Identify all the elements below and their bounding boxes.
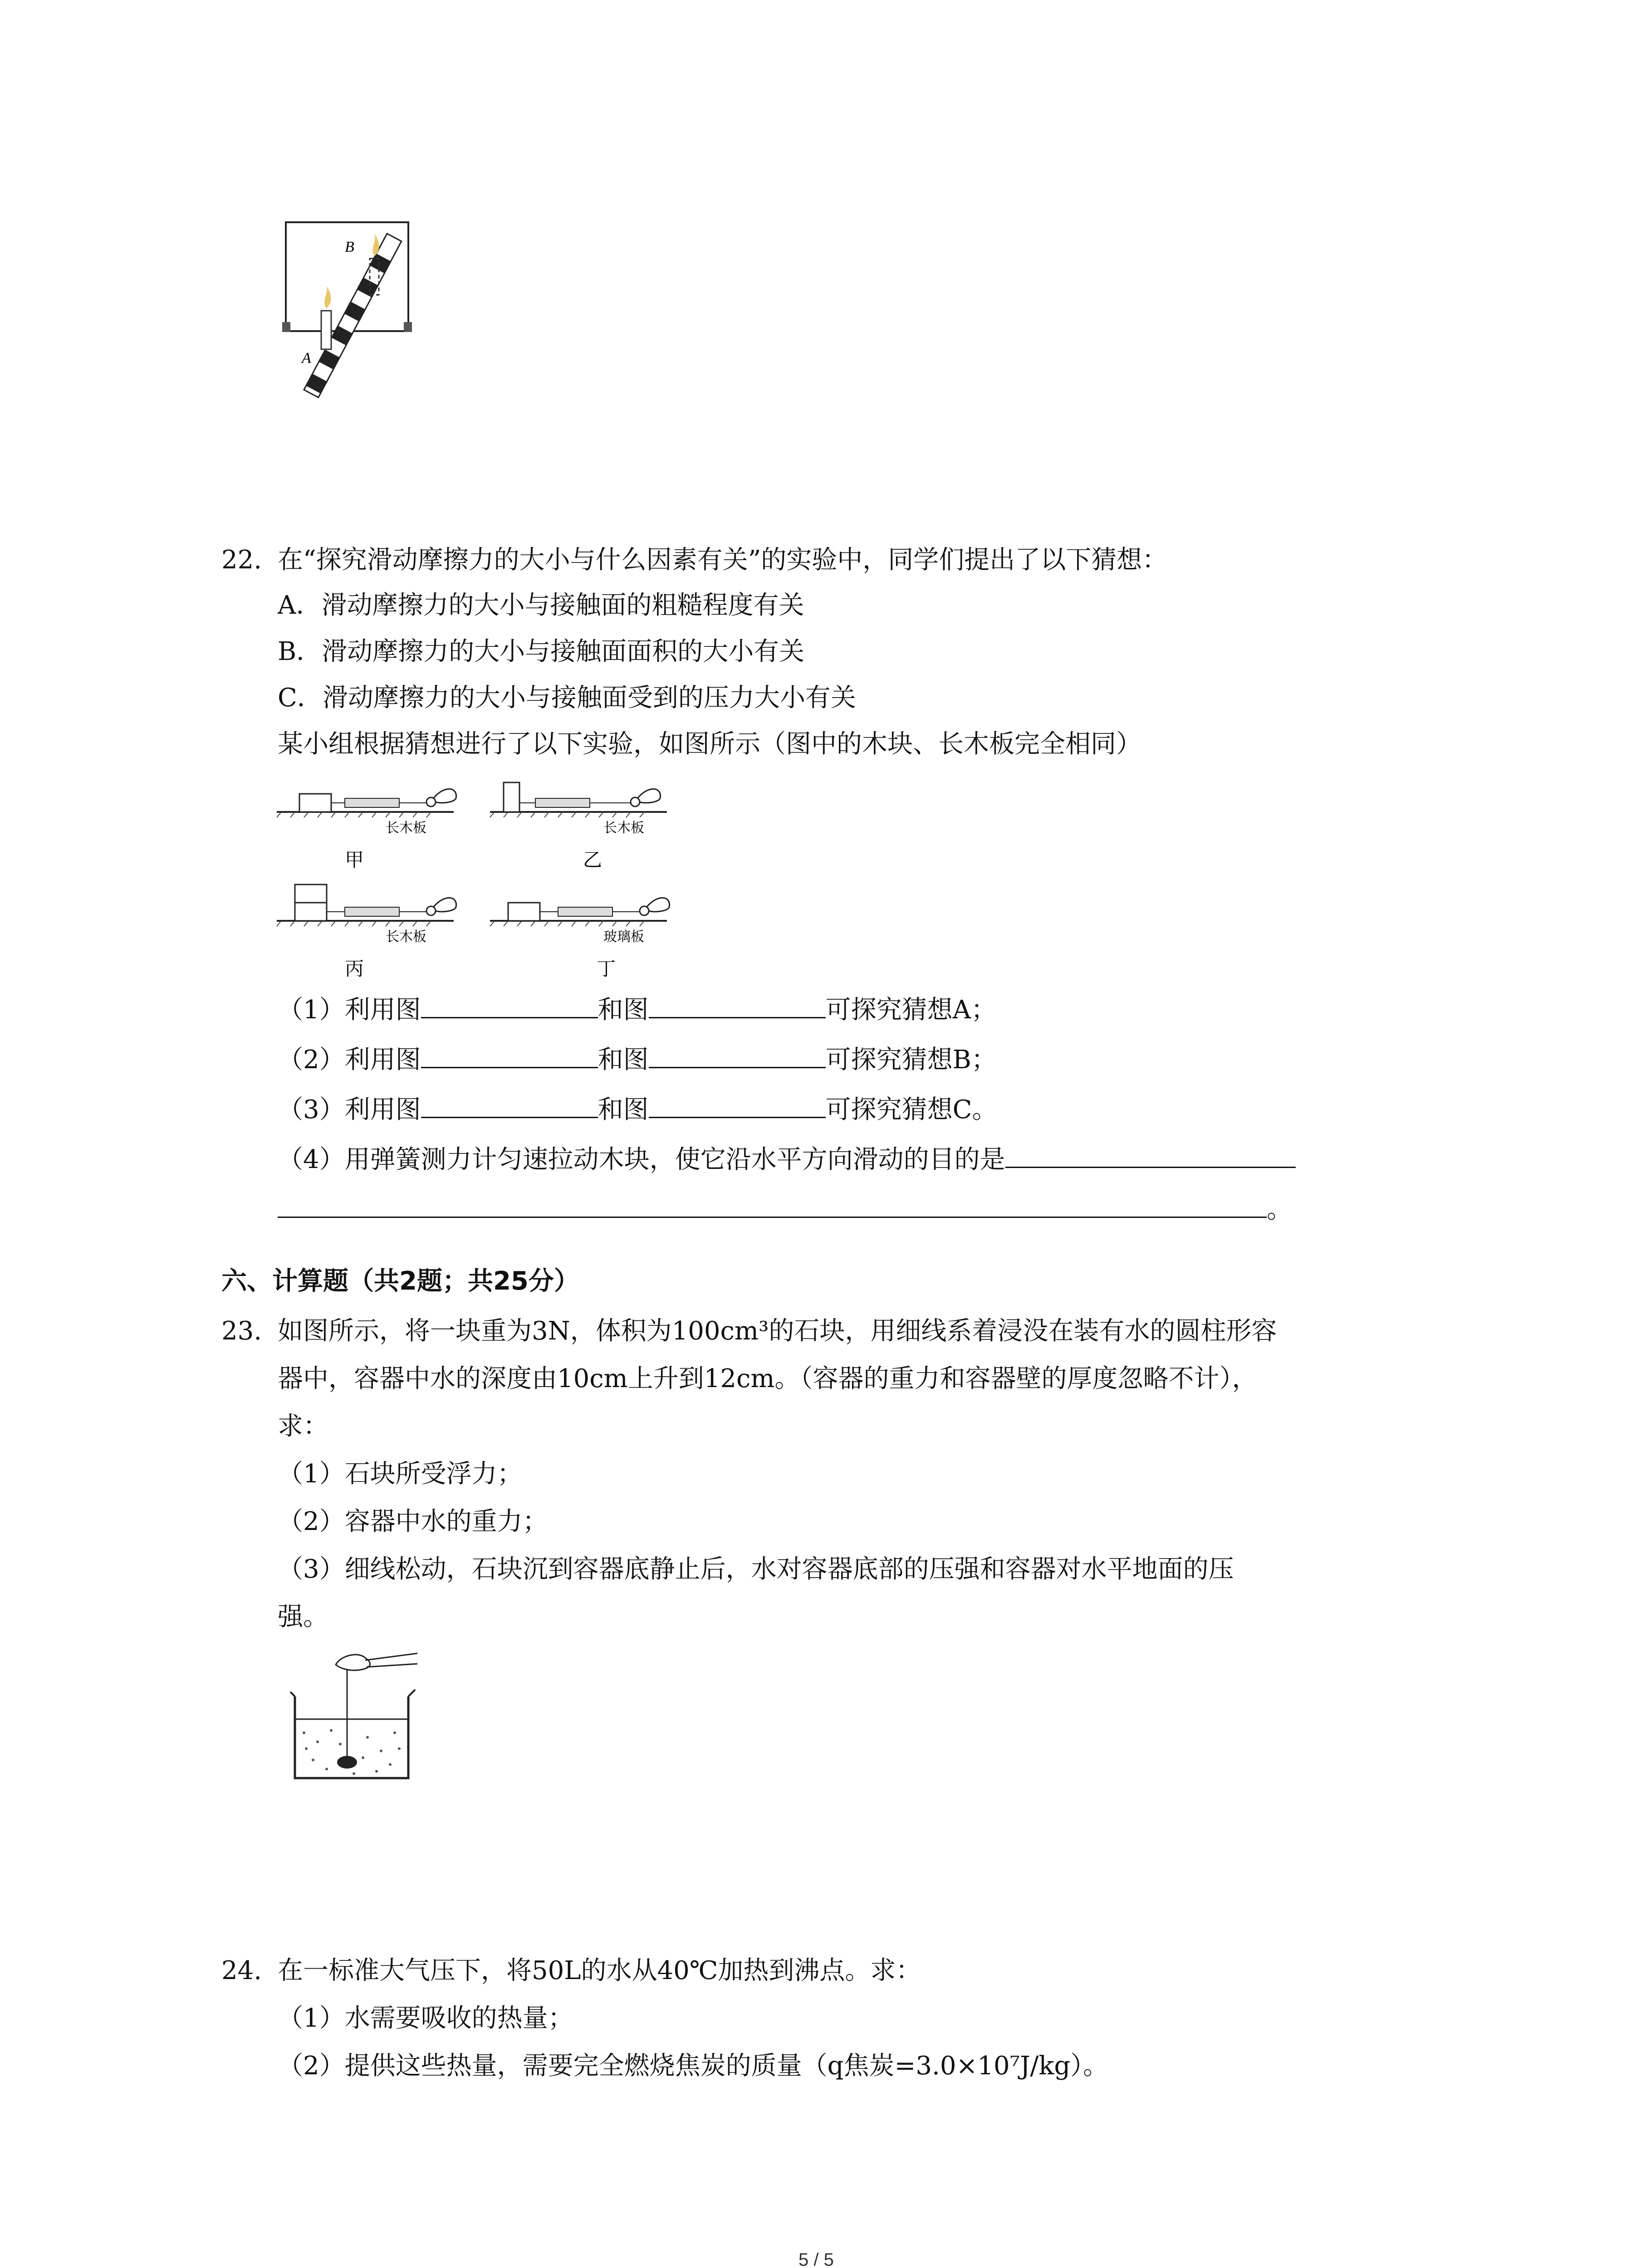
q22-number: 22.: [221, 545, 262, 575]
q22-sub4: （4）用弹簧测力计匀速拉动木块，使它沿水平方向滑动的目的是: [278, 1143, 1296, 1176]
q22-sub3-blank1[interactable]: [421, 1093, 598, 1118]
q22-sub2-blank1[interactable]: [421, 1043, 598, 1068]
label-b: B: [345, 239, 354, 255]
q24-number: 24.: [221, 1956, 262, 1985]
board-label-a: 长木板: [386, 820, 426, 836]
candle-mirror-figure: [272, 213, 417, 404]
q23-line1: 如图所示，将一块重为3N，体积为100cm³的石块，用细线系着浸没在装有水的圆柱形容: [278, 1316, 1277, 1346]
friction-experiment-figure: [277, 776, 703, 984]
board-label-d: 玻璃板: [603, 929, 644, 945]
board-label-c: 长木板: [386, 929, 426, 945]
q23-line2: 器中，容器中水的深度由10cm上升到12cm。（容器的重力和容器壁的厚度忽略不计），: [278, 1364, 1258, 1393]
q22-sub4-blank1[interactable]: [1005, 1143, 1296, 1168]
q22-guess-a: A．滑动摩擦力的大小与接触面的粗糙程度有关: [278, 591, 804, 620]
q22-intro: 某小组根据猜想进行了以下实验，如图所示（图中的木块、长木板完全相同）: [278, 729, 1141, 759]
q22-sub3: （3）利用图 和图 可探究猜想C。: [278, 1093, 998, 1126]
fig-label-jia: 甲: [345, 849, 364, 871]
q23-sub3b: 强。: [278, 1602, 328, 1632]
label-a: A: [302, 350, 311, 367]
q22-sub2: （2）利用图 和图 可探究猜想B；: [278, 1043, 997, 1076]
q24-sub2: （2）提供这些热量，需要完全燃烧焦炭的质量（q焦炭=3.0×10⁷J/kg）。: [278, 2051, 1109, 2081]
q22-stem: 在“探究滑动摩擦力的大小与什么因素有关”的实验中，同学们提出了以下猜想：: [278, 545, 1168, 575]
q22-sub3-blank2[interactable]: [649, 1093, 826, 1118]
q22-sub4-line2: 。: [278, 1193, 1292, 1226]
section-title: 六、计算题（共2题；共25分）: [221, 1266, 579, 1296]
fig-label-ding: 丁: [597, 958, 616, 980]
q24-line1: 在一标准大气压下，将50L的水从40℃加热到沸点。求：: [278, 1956, 921, 1985]
q22-sub2-blank2[interactable]: [649, 1043, 826, 1068]
board-label-b: 长木板: [603, 820, 644, 836]
page-number: 5 / 5: [798, 2250, 834, 2268]
fig-label-bing: 丙: [345, 958, 364, 980]
q23-sub3a: （3）细线松动，石块沉到容器底静止后，水对容器底部的压强和容器对水平地面的压: [278, 1554, 1234, 1584]
q23-sub1: （1）石块所受浮力；: [278, 1459, 523, 1489]
q22-guess-b: B．滑动摩擦力的大小与接触面面积的大小有关: [278, 637, 805, 666]
q23-sub2: （2）容器中水的重力；: [278, 1507, 548, 1536]
q22-guess-c: C．滑动摩擦力的大小与接触面受到的压力大小有关: [278, 683, 856, 713]
q23-line3: 求：: [278, 1412, 328, 1441]
q23-number: 23.: [221, 1316, 262, 1346]
fig-label-yi: 乙: [583, 849, 603, 871]
q22-sub1: （1）利用图 和图 可探究猜想A；: [278, 993, 996, 1026]
q22-sub1-blank1[interactable]: [421, 993, 598, 1018]
q22-sub4-blank2[interactable]: [278, 1193, 1267, 1218]
q24-sub1: （1）水需要吸收的热量；: [278, 2004, 573, 2033]
q22-sub1-blank2[interactable]: [649, 993, 826, 1018]
beaker-stone-figure: [286, 1651, 422, 1787]
